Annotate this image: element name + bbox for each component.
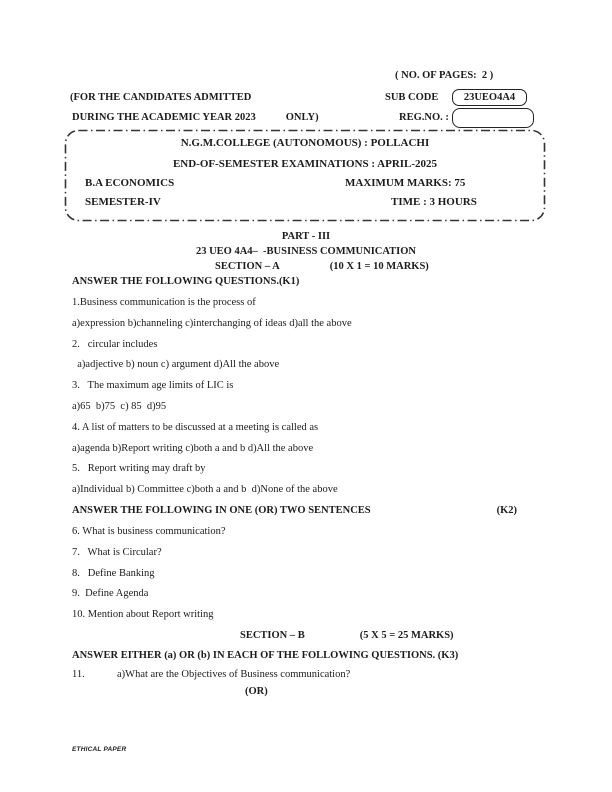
question-7: 7. What is Circular? (72, 546, 162, 558)
ethical-paper-footer: ETHICAL PAPER (72, 746, 127, 753)
question-3-options: a)65 b)75 c) 85 d)95 (72, 400, 167, 412)
semester-label: SEMESTER-IV (85, 196, 161, 208)
question-5-options: a)Individual b) Committee c)both a and b d)None of the above (72, 484, 338, 496)
question-4: 4. A list of matters to be discussed at a meeting is called as (72, 421, 319, 433)
question-1-options: a)expression b)channeling c)interchanging of ideas d)all the above (72, 317, 352, 329)
pages-note: ( NO. OF PAGES: 2 ) (395, 70, 494, 81)
sub-code-box (452, 89, 527, 106)
question-2-options: a)adjective b) noun c) argument d)All the above (72, 359, 280, 371)
question-2: 2. circular includes (72, 338, 158, 350)
question-3: 3. The maximum age limits of LIC is (72, 380, 234, 392)
section-a-marks: (10 X 1 = 10 MARKS) (329, 261, 429, 272)
question-paper-body (72, 230, 540, 701)
reg-no-box (452, 108, 534, 128)
question-11-option-a: a)What are the Objectives of Business communication? (117, 668, 351, 680)
question-5: 5. Report writing may draft by (72, 463, 206, 475)
question-8: 8. Define Banking (72, 567, 155, 579)
short-answer-instruction: ANSWER THE FOLLOWING IN ONE (OR) TWO SENTENCES (72, 504, 371, 516)
section-b-heading (240, 629, 540, 649)
maximum-marks: MAXIMUM MARKS: 75 (345, 177, 466, 189)
section-a-instruction: ANSWER THE FOLLOWING QUESTIONS.(K1) (72, 276, 300, 287)
k2-tag: (K2) (496, 504, 517, 516)
question-6: 6. What is business communication? (72, 525, 226, 537)
candidates-admitted-line2 (72, 112, 319, 123)
question-9: 9. Define Agenda (72, 588, 149, 600)
question-10: 10. Mention about Report writing (72, 609, 214, 621)
course-title: 23 UEO 4A4– -BUSINESS COMMUNICATION (195, 246, 417, 257)
question-11 (72, 668, 540, 685)
candidates-admitted-line1: (FOR THE CANDIDATES ADMITTED (70, 92, 252, 103)
question-11-number: 11. (72, 668, 85, 680)
academic-year-text: DURING THE ACADEMIC YEAR 2023 (72, 112, 256, 123)
section-a-title: SECTION – A (215, 261, 280, 272)
part-title: PART - III (281, 231, 331, 242)
section-b-title: SECTION – B (240, 629, 305, 641)
sub-code-label: SUB CODE (385, 92, 439, 103)
exam-session-title: END-OF-SEMESTER EXAMINATIONS : APRIL-2025 (172, 158, 438, 170)
section-a-heading (215, 260, 540, 275)
question-4-options: a)agenda b)Report writing c)both a and b d)All the above (72, 442, 314, 454)
only-text: ONLY) (285, 112, 319, 123)
programme-name: B.A ECONOMICS (85, 177, 175, 189)
section-b-marks: (5 X 5 = 25 MARKS) (359, 629, 454, 641)
or-separator: (OR) (245, 685, 268, 697)
sub-code-value: 23UEO4A4 (463, 92, 516, 103)
question-1: 1.Business communication is the process of (72, 297, 256, 308)
short-answer-instruction-row (72, 504, 517, 525)
college-name: N.G.M.COLLEGE (AUTONOMOUS) : POLLACHI (180, 137, 430, 149)
section-b-instruction: ANSWER EITHER (a) OR (b) IN EACH OF THE FOLLOWING QUESTIONS. (K3) (72, 649, 459, 661)
time-allowed: TIME : 3 HOURS (391, 196, 477, 208)
reg-no-label: REG.NO. : (399, 112, 449, 123)
